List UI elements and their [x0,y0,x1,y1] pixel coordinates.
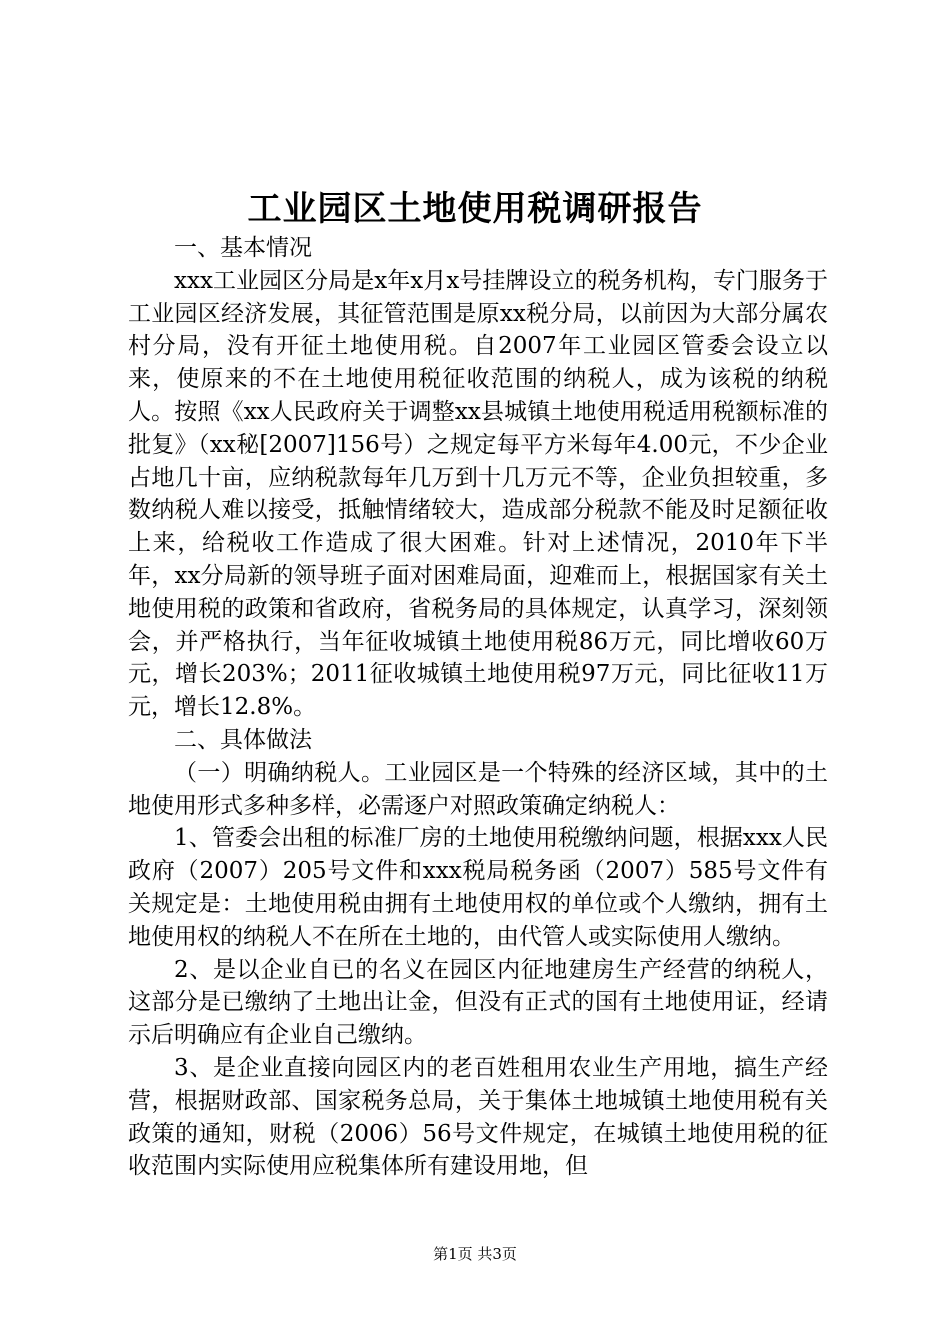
section-heading-practice: 二、具体做法 [174,726,312,753]
page-footer: 第1页 共3页 [433,1245,517,1263]
paragraph-item-1: 1、管委会出租的标准厂房的土地使用税缴纳问题，根据xxx人民政府（2007）205号文件和xxx税局税务函（2007）585号文件有关规定是：土地使用税由拥有土地使用权的单位或个人缴纳，拥有土地使用权的纳税人不在所在土地的，由代管人或实际使用人缴纳。 [128,825,828,950]
document-title: 工业园区土地使用税调研报告 [247,189,703,229]
document-body [128,232,828,1183]
section-heading-basic: 一、基本情况 [174,235,312,261]
paragraph-identify-taxpayer: （一）明确纳税人。工业园区是一个特殊的经济区域，其中的土地使用形式多种多样，必需逐户对照政策确定纳税人： [128,759,828,819]
paragraph-basic-situation: xxx工业园区分局是x年x月x号挂牌设立的税务机构，专门服务于工业园区经济发展，其征管范围是原xx税分局，以前因为大部分属农村分局，没有开征土地使用税。自2007年工业园区管委会设立以来，使原来的不在土地使用税征收范围的纳税人，成为该税的纳税人。按照《xx人民政府关于调整xx县城镇土地使用税适用税额标准的批复》（xx秘[2007]156号）之规定每平方米每年4.00元，不少企业占地几十亩，应纳税款每年几万到十几万元不等，企业负担较重，多数纳税人难以接受，抵触情绪较大，造成部分税款不能及时足额征收上来，给税收工作造成了很大困难。针对上述情况，2010年下半年，xx分局新的领导班子面对困难局面，迎难而上，根据国家有关土地使用税的政策和省政府，省税务局的具体规定，认真学习，深刻领会，并严格执行，当年征收城镇土地使用税86万元，同比增收60万元，增长203%；2011征收城镇土地使用税97万元，同比征收11万元，增长12.8%。 [128,267,828,721]
paragraph-item-2: 2、是以企业自已的名义在园区内征地建房生产经营的纳税人，这部分是已缴纳了土地出让金，但没有正式的国有土地使用证，经请示后明确应有企业自己缴纳。 [128,956,828,1049]
paragraph-item-3: 3、是企业直接向园区内的老百姓租用农业生产用地，搞生产经营，根据财政部、国家税务总局，关于集体土地城镇土地使用税有关政策的通知，财税（2006）56号文件规定，在城镇土地使用税的征收范围内实际使用应税集体所有建设用地，但 [128,1054,828,1180]
